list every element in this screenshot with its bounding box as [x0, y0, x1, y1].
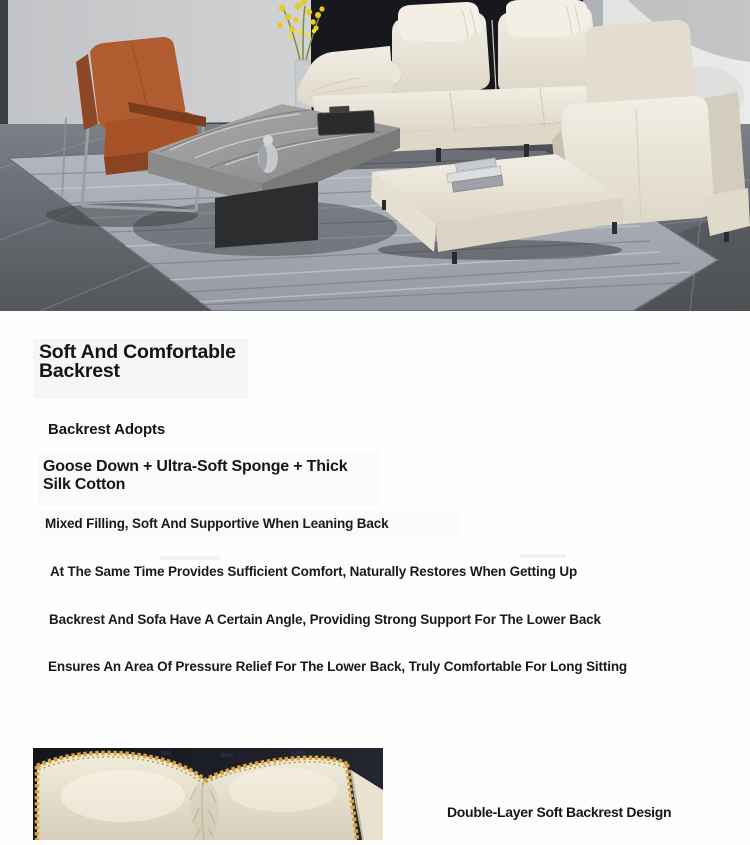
feature-point-4: Ensures An Area Of Pressure Relief For The Lower Back, Truly Comfortable For Long Sitting	[48, 659, 628, 674]
heading-line2: Backrest	[39, 360, 120, 382]
hero-living-room-photo	[0, 0, 750, 311]
heading-line1: Soft And Comfortable	[39, 341, 236, 363]
feature-point-3: Backrest And Sofa Have A Certain Angle, Providing Strong Support For The Lower Back	[49, 612, 601, 627]
feature-point-2: At The Same Time Provides Sufficient Comfort, Naturally Restores When Getting Up	[50, 564, 578, 579]
pillow-caption: Double-Layer Soft Backrest Design	[447, 804, 672, 820]
filling-line2: Silk Cotton	[43, 476, 126, 493]
pillow-illustration	[33, 748, 383, 840]
feature-point-1: Mixed Filling, Soft And Supportive When Leaning Back	[45, 516, 389, 531]
intro-label: Backrest Adopts	[48, 421, 166, 438]
section-heading	[39, 343, 299, 381]
filling-highlight	[43, 458, 383, 494]
background-artifact	[160, 556, 220, 560]
living-room-illustration	[0, 0, 750, 311]
background-artifact	[520, 554, 566, 558]
backrest-pillow-photo	[33, 748, 383, 840]
filling-line1: Goose Down + Ultra-Soft Sponge + Thick	[43, 458, 348, 475]
